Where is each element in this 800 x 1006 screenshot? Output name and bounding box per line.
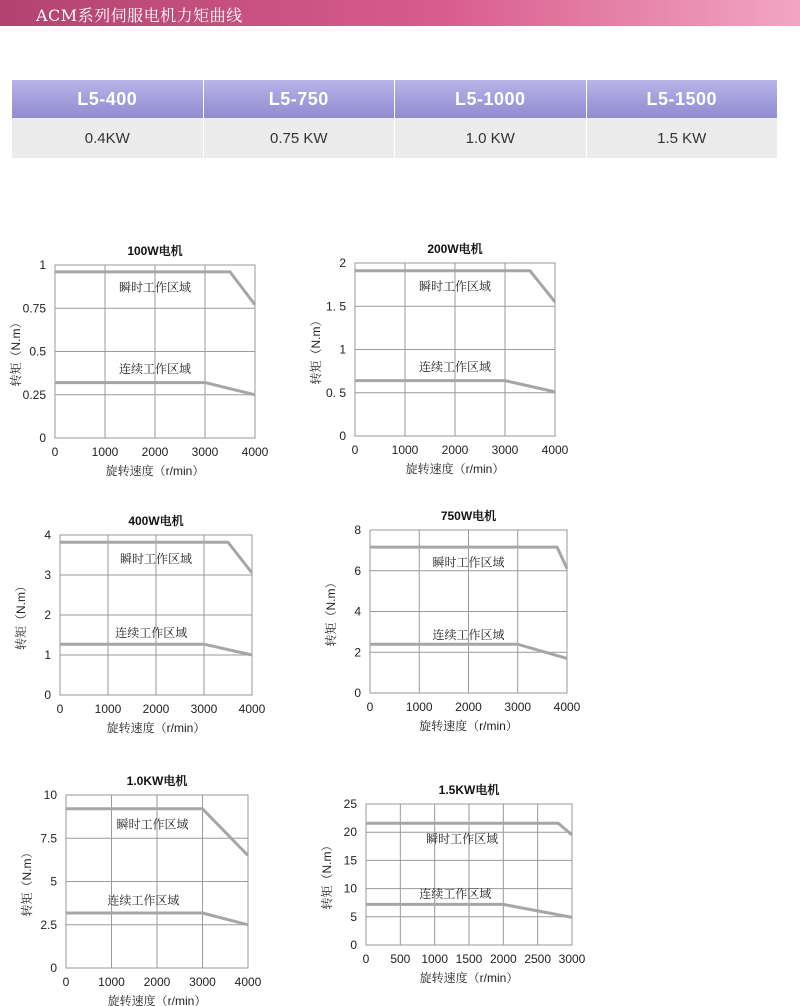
- x-axis-label: 旋转速度（r/min）: [405, 462, 505, 476]
- region-annotation: 连续工作区域: [418, 359, 492, 374]
- x-tick-label: 3000: [491, 443, 519, 457]
- x-tick-label: 3000: [190, 702, 218, 716]
- y-tick-label: 6: [354, 563, 361, 578]
- region-annotation: 瞬时工作区域: [118, 280, 192, 295]
- chart-title: 1.0KW电机: [126, 774, 188, 788]
- x-axis-label: 旋转速度（r/min）: [105, 464, 205, 478]
- x-tick-label: 0: [51, 445, 59, 459]
- y-tick-label: 2: [354, 645, 361, 660]
- x-axis-label: 旋转速度（r/min）: [107, 994, 207, 1006]
- y-tick-label: 0: [39, 431, 46, 445]
- y-tick-label: 0: [350, 938, 357, 952]
- x-tick-label: 2000: [455, 700, 482, 714]
- x-tick-label: 0: [351, 443, 359, 457]
- x-tick-label: 0: [62, 975, 70, 989]
- region-annotation: 瞬时工作区域: [418, 279, 492, 294]
- chart-title: 400W电机: [128, 514, 184, 528]
- x-tick-label: 4000: [541, 443, 569, 457]
- region-annotation: 连续工作区域: [419, 887, 492, 902]
- region-annotation: 瞬时工作区域: [116, 817, 189, 832]
- x-tick-label: 1000: [98, 975, 125, 989]
- x-tick-label: 0: [366, 700, 374, 714]
- y-axis-label: 转矩（N.m）: [14, 580, 28, 650]
- y-axis-label: 转矩（N.m）: [309, 314, 323, 385]
- y-tick-label: 5: [50, 874, 57, 889]
- x-tick-label: 1000: [91, 445, 119, 459]
- x-axis-label: 旋转速度（r/min）: [419, 719, 518, 733]
- x-tick-label: 3000: [558, 952, 586, 966]
- x-tick-label: 4000: [238, 702, 266, 716]
- x-axis-label: 旋转速度（r/min）: [106, 721, 206, 735]
- x-tick-label: 1000: [94, 702, 122, 716]
- region-annotation: 瞬时工作区域: [426, 831, 499, 846]
- model-name-cell: L5-1000: [395, 80, 587, 118]
- x-tick-label: 2000: [489, 952, 517, 966]
- page-title: ACM系列伺服电机力矩曲线: [36, 6, 243, 25]
- y-tick-label: 0: [44, 688, 51, 702]
- y-tick-label: 4: [354, 604, 361, 619]
- y-tick-label: 3: [44, 568, 51, 582]
- y-tick-label: 0: [354, 686, 361, 700]
- y-tick-label: 1. 5: [325, 299, 346, 314]
- region-annotation: 连续工作区域: [432, 627, 505, 642]
- y-tick-label: 10: [343, 881, 357, 896]
- x-tick-label: 1000: [405, 700, 433, 714]
- torque-chart: [8, 243, 269, 478]
- chart-title: 1.5KW电机: [438, 783, 500, 797]
- y-axis-label: 转矩（N.m）: [20, 846, 34, 917]
- x-tick-label: 1500: [455, 952, 483, 966]
- y-tick-label: 7.5: [40, 831, 57, 846]
- x-tick-label: 500: [390, 952, 411, 966]
- y-tick-label: 2: [44, 608, 51, 622]
- x-tick-label: 4000: [234, 975, 262, 989]
- chart-title: 200W电机: [427, 242, 483, 256]
- x-tick-label: 2000: [142, 702, 170, 716]
- chart-title: 100W电机: [127, 244, 183, 258]
- region-annotation: 瞬时工作区域: [432, 555, 505, 570]
- x-tick-label: 4000: [553, 700, 581, 714]
- y-tick-label: 5: [350, 909, 357, 924]
- y-tick-label: 2.5: [40, 917, 57, 932]
- y-tick-label: 0. 5: [325, 385, 346, 400]
- y-axis-label: 转矩（N.m）: [324, 576, 338, 647]
- y-tick-label: 20: [343, 825, 357, 840]
- x-tick-label: 2500: [524, 952, 552, 966]
- y-tick-label: 2: [339, 256, 346, 270]
- y-axis-label: 转矩（N.m）: [320, 839, 334, 910]
- x-tick-label: 3000: [189, 975, 216, 989]
- x-tick-label: 2000: [143, 975, 171, 989]
- y-tick-label: 0: [50, 961, 57, 975]
- y-tick-label: 0.75: [22, 301, 46, 316]
- x-tick-label: 1000: [391, 443, 419, 457]
- x-tick-label: 0: [362, 952, 370, 966]
- model-power-cell: 0.75 KW: [204, 118, 396, 158]
- region-annotation: 连续工作区域: [107, 893, 180, 908]
- y-tick-label: 10: [43, 788, 57, 802]
- region-annotation: 瞬时工作区域: [119, 552, 193, 566]
- region-annotation: 连续工作区域: [118, 361, 192, 376]
- y-tick-label: 0.5: [29, 344, 46, 359]
- model-power-cell: 1.5 KW: [587, 118, 778, 158]
- x-tick-label: 1000: [421, 952, 449, 966]
- region-annotation: 连续工作区域: [115, 626, 188, 640]
- torque-chart: [19, 773, 262, 1006]
- model-power-cell: 0.4KW: [12, 118, 204, 158]
- model-name-cell: L5-400: [12, 80, 204, 118]
- y-tick-label: 1: [39, 258, 46, 272]
- chart-title: 750W电机: [440, 509, 497, 523]
- torque-chart: [308, 241, 569, 476]
- y-tick-label: 15: [343, 853, 357, 868]
- model-power-cell: 1.0 KW: [395, 118, 587, 158]
- x-tick-label: 2000: [141, 445, 169, 459]
- x-tick-label: 4000: [241, 445, 269, 459]
- y-tick-label: 0.25: [22, 387, 46, 402]
- y-tick-label: 4: [44, 528, 51, 542]
- torque-chart: [319, 782, 586, 985]
- torque-chart: [13, 513, 266, 735]
- x-tick-label: 2000: [441, 443, 469, 457]
- y-tick-label: 0: [339, 429, 346, 443]
- y-axis-label: 转矩（N.m）: [9, 316, 23, 387]
- y-tick-label: 1: [44, 648, 51, 662]
- x-tick-label: 0: [56, 702, 64, 716]
- y-tick-label: 1: [339, 342, 346, 357]
- y-tick-label: 25: [343, 797, 357, 811]
- torque-chart: [323, 508, 581, 733]
- model-name-cell: L5-1500: [587, 80, 778, 118]
- y-tick-label: 8: [354, 523, 361, 537]
- model-name-cell: L5-750: [204, 80, 396, 118]
- x-axis-label: 旋转速度（r/min）: [419, 971, 519, 985]
- x-tick-label: 3000: [504, 700, 532, 714]
- x-tick-label: 3000: [191, 445, 219, 459]
